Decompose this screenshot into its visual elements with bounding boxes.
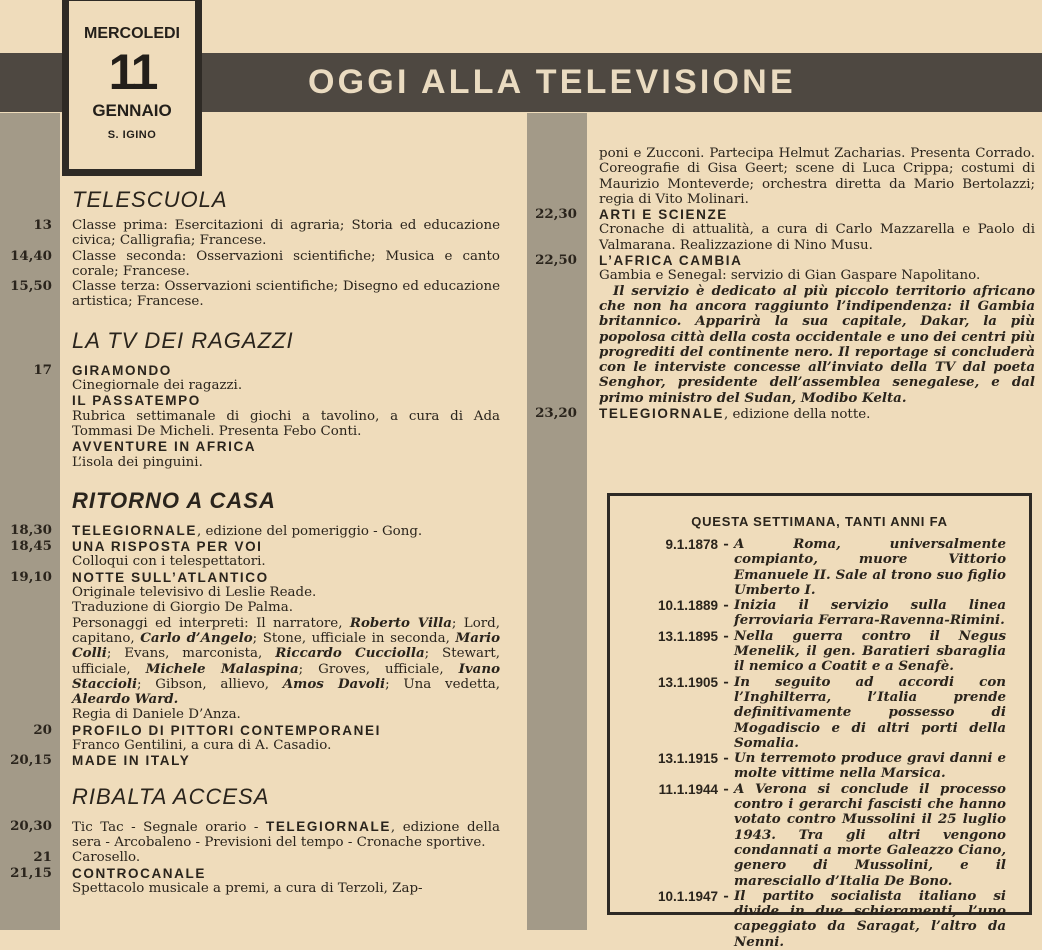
entry-time: 15,50 — [10, 278, 52, 295]
saint-of-day: S. IGINO — [107, 129, 157, 141]
program-name: AVVENTURE IN AFRICA — [72, 439, 257, 455]
schedule-entry — [0, 249, 500, 280]
schedule-entry — [0, 363, 500, 470]
role-text: Personaggi ed interpreti: Il narratore, — [72, 615, 350, 631]
role-text: ; Gibson, allievo, — [137, 676, 283, 692]
date-box — [62, 0, 202, 176]
program-name: TELEGIORNALE — [599, 406, 724, 422]
schedule-entry — [0, 753, 500, 768]
history-date: 9.1.1878 — [665, 537, 718, 552]
program-description: , edizione della sera - Arcobaleno - Previsioni del tempo - Cronache sportive. — [72, 819, 500, 850]
entry-time: 20,15 — [10, 752, 52, 769]
history-item — [626, 537, 1006, 598]
left-column — [0, 186, 500, 896]
program-name: TELEGIORNALE — [72, 522, 197, 538]
program-name: TELEGIORNALE — [265, 818, 391, 834]
program-name: GIRAMONDO — [72, 362, 172, 378]
history-item — [626, 675, 1006, 751]
history-list — [610, 537, 1029, 950]
schedule-entry — [0, 850, 500, 865]
section-title-ribalta: RIBALTA ACCESA — [72, 783, 270, 809]
history-date: 10.1.1947 — [657, 888, 718, 904]
history-text: A Roma, universalmente compianto, muore Vittorio Emanuele II. Sale al trono suo figlio Umberto I. — [734, 536, 1006, 598]
history-date: 10.1.1889 — [657, 598, 718, 614]
history-item — [626, 598, 1006, 629]
actor-name: Ivano Staccioli — [72, 660, 500, 692]
program-director: Regia di Daniele D’Anza. — [72, 707, 241, 723]
dash-separator: - — [723, 597, 729, 614]
schedule-entry-continued — [527, 146, 1035, 207]
program-description: Spettacolo musicale a premi, a cura di Terzoli, Zap- — [72, 880, 423, 896]
actor-name: Carlo d’Angelo — [140, 629, 253, 646]
schedule-entry — [527, 207, 1035, 253]
entry-time: 18,45 — [10, 538, 52, 555]
schedule-entry — [0, 866, 500, 897]
program-name: ARTI E SCIENZE — [599, 207, 728, 223]
dash-separator: - — [723, 780, 729, 797]
section-title-telescuola: TELESCUOLA — [72, 187, 228, 212]
cast-list — [72, 616, 500, 708]
schedule-entry — [0, 218, 500, 249]
history-text: Inizia il servizio sulla linea ferroviaria Ferrara-Ravenna-Rimini. — [734, 597, 1006, 629]
history-item — [626, 751, 1006, 782]
program-description: Cinegiornale dei ragazzi. — [72, 378, 243, 394]
program-description: L’isola dei pinguini. — [72, 454, 203, 470]
month: GENNAIO — [92, 101, 172, 120]
history-date: 13.1.1915 — [657, 751, 718, 767]
program-description: Colloqui con i telespettatori. — [72, 554, 266, 570]
program-name: PROFILO DI PITTORI CONTEMPORANEI — [72, 722, 381, 738]
history-text: Nella guerra contro il Negus Menelik, il gen. Baratieri sbaraglia il nemico a Coatit e a Senafè. — [734, 627, 1006, 675]
program-name: MADE IN ITALY — [72, 753, 191, 769]
role-text: ; Evans, marconista, — [106, 646, 276, 662]
program-description: Rubrica settimanale di giochi a tavolino, a cura di Ada Tommasi De Micheli. Presenta Febo Conti. — [72, 408, 500, 439]
entry-time: 17 — [33, 361, 52, 378]
schedule-entry — [527, 253, 1035, 406]
entry-time: 21 — [33, 849, 52, 866]
schedule-entry — [0, 523, 500, 539]
entry-time: 18,30 — [10, 521, 52, 538]
schedule-entry — [0, 819, 500, 851]
actor-name: Amos Davoli — [282, 675, 386, 692]
weekday: MERCOLEDI — [84, 25, 180, 42]
actor-name: Riccardo Cucciolla — [275, 645, 425, 662]
dash-separator: - — [723, 673, 729, 690]
program-description: , edizione del pomeriggio - Gong. — [196, 523, 423, 539]
entry-time: 20,30 — [10, 817, 52, 834]
dash-separator: - — [723, 750, 729, 767]
program-name: UNA RISPOSTA PER VOI — [72, 539, 263, 555]
entry-time: 22,30 — [535, 206, 577, 223]
schedule-entry — [527, 406, 1035, 422]
actor-name: Mario Colli — [72, 629, 500, 662]
program-description: , edizione della notte. — [723, 407, 871, 423]
program-name: NOTTE SULL’ATLANTICO — [72, 569, 269, 585]
entry-text: Classe prima: Esercitazioni di agraria; Storia ed educazione civica; Calligrafia; Francese. — [72, 218, 500, 249]
program-description: Franco Gentilini, a cura di A. Casadio. — [72, 738, 332, 754]
program-name: IL PASSATEMPO — [72, 393, 201, 409]
right-column — [527, 146, 1035, 422]
dash-separator: - — [723, 887, 729, 904]
entry-time: 13 — [33, 217, 52, 233]
program-description: Traduzione di Giorgio De Palma. — [72, 600, 293, 616]
program-description: poni e Zucconi. Partecipa Helmut Zacharias. Presenta Corrado. Coreografie di Gisa Geert; scene di Luca Crippa; costumi di Maurizio Monteverde; orchestra diretta da Mario Bertolazzi; regia di Vito Molinari. — [599, 146, 1035, 207]
program-description: Carosello. — [72, 850, 141, 866]
role-text: ; Lord, capitano, — [72, 615, 500, 646]
dash-separator: - — [723, 536, 729, 552]
actor-name: Aleardo Ward. — [72, 691, 179, 708]
schedule-entry — [0, 539, 500, 570]
history-box — [607, 493, 1032, 950]
schedule-entry — [0, 570, 500, 723]
section-title-ritorno: RITORNO A CASA — [72, 487, 276, 513]
section-title-ragazzi: LA TV DEI RAGAZZI — [72, 327, 294, 353]
page-title: OGGI ALLA TELEVISIONE — [308, 63, 796, 101]
program-description: Gambia e Senegal: servizio di Gian Gaspare Napolitano. — [599, 268, 981, 284]
schedule-entry — [0, 279, 500, 310]
schedule-entry — [0, 723, 500, 754]
program-name: CONTROCANALE — [72, 865, 206, 881]
entry-time: 20 — [33, 721, 52, 738]
history-date: 13.1.1895 — [657, 628, 718, 644]
history-text: Un terremoto produce gravi danni e molte vittime nella Marsica. — [734, 750, 1006, 782]
history-title: QUESTA SETTIMANA, TANTI ANNI FA — [691, 514, 948, 529]
program-description: Originale televisivo di Leslie Reade. — [72, 585, 317, 601]
history-date: 11.1.1944 — [658, 781, 718, 797]
history-text: Il partito socialista italiano si divide in due schieramenti, l’uno capeggiato da Saragat, l’altro da Nenni. — [734, 887, 1006, 950]
role-text: ; Stewart, ufficiale, — [72, 646, 501, 677]
actor-name: Michele Malaspina — [145, 660, 299, 677]
history-text: A Verona si conclude il processo contro i gerarchi fascisti che hanno votato contro Mussolini il 25 luglio 1943. Tra gli altri vengono condannati a morte Galeazzo Ciano, genero di Mussolini, e il maresciallo d’Italia De Bono. — [734, 780, 1006, 889]
role-text: ; Stone, ufficiale in seconda, — [252, 630, 456, 646]
history-item — [626, 629, 1006, 675]
role-text: ; Una vedetta, — [385, 676, 500, 692]
entry-text: Classe seconda: Osservazioni scientifiche; Musica e canto corale; Francese. — [72, 248, 500, 279]
history-date: 13.1.1905 — [657, 674, 718, 690]
day-number: 11 — [108, 44, 156, 100]
entry-time: 23,20 — [535, 405, 577, 422]
history-text: In seguito ad accordi con l’Inghilterra, l’Italia prende definitivamente possesso di Mogadiscio e di altri porti della Somalia. — [734, 673, 1006, 751]
dash-separator: - — [723, 627, 729, 644]
entry-text: Classe terza: Osservazioni scientifiche; Disegno ed educazione artistica; Francese. — [72, 279, 500, 310]
program-note: Il servizio è dedicato al più piccolo territorio africano che non ha ancora raggiunto l’indipendenza: il Gambia britannico. Apparirà la sua capitale, Dakar, la più popolosa città della costa occidentale e uno dei centri più progrediti del continente nero. Il reportage si concluderà con le interviste concesse all’inviato della TV dal poeta Senghor, presidente dell’assemblea senegalese, e dal primo ministro del Sudan, Modibo Kelta. — [599, 282, 1035, 406]
program-name: L’AFRICA CAMBIA — [599, 253, 743, 269]
program-description: Cronache di attualità, a cura di Carlo Mazzarella e Paolo di Valmarana. Realizzazione di Nino Musu. — [599, 222, 1035, 253]
program-description: Tic Tac - Segnale orario - — [72, 819, 266, 835]
history-item — [626, 889, 1006, 950]
entry-time: 21,15 — [10, 864, 52, 881]
history-item — [626, 782, 1006, 889]
entry-time: 19,10 — [10, 568, 52, 585]
role-text: ; Groves, ufficiale, — [298, 661, 459, 677]
actor-name: Roberto Villa — [349, 614, 452, 631]
entry-time: 22,50 — [535, 252, 577, 269]
entry-time: 14,40 — [10, 247, 52, 264]
